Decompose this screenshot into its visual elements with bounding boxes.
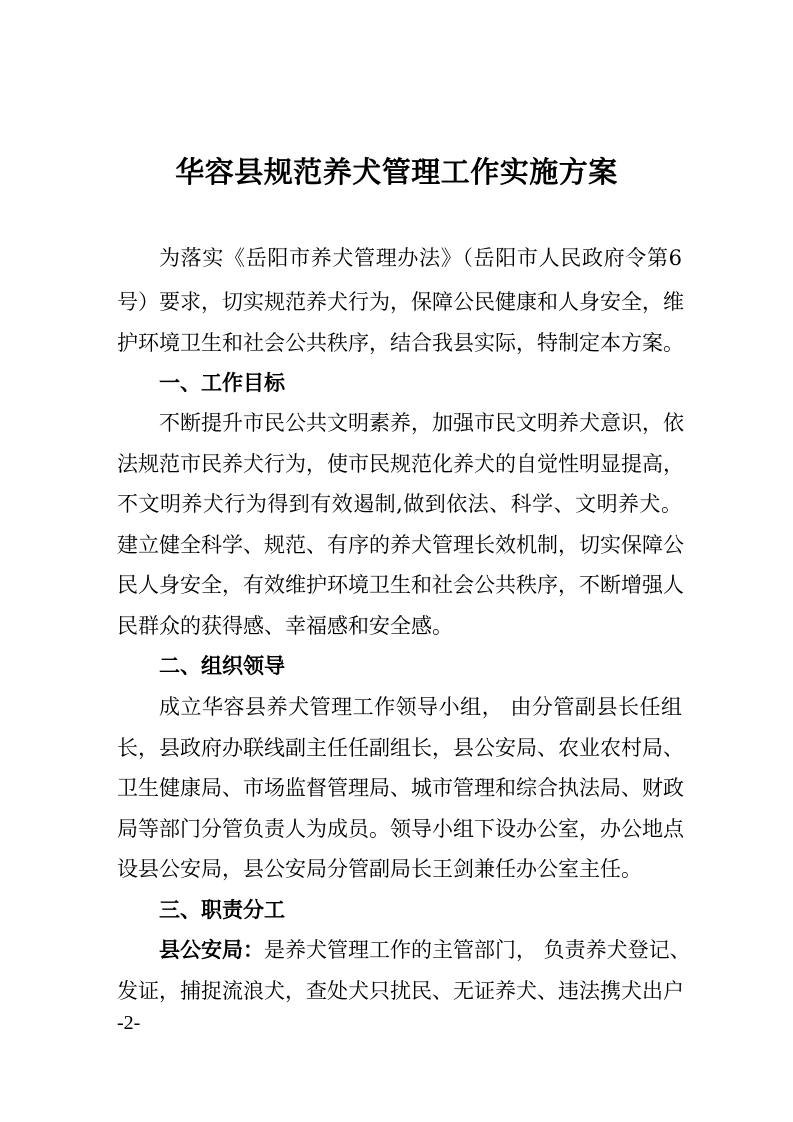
intro-line: 为落实《岳阳市养犬管理办法》（岳阳市人民政府令第6 (159, 246, 682, 270)
section-heading-leadership: 二、组织领导 (159, 654, 285, 678)
section-heading-goals: 一、工作目标 (159, 371, 285, 395)
paragraph-line: 局等部门分管负责人为成员。领导小组下设办公室，办公地点 (117, 817, 684, 841)
paragraph-line: 建立健全科学、规范、有序的养犬管理长效机制，切实保障公 (117, 533, 684, 557)
page-number: -2- (117, 1012, 141, 1034)
paragraph-line: 民人身安全，有效维护环境卫生和社会公共秩序，不断增强人 (117, 573, 684, 597)
intro-line: 号）要求，切实规范养犬行为，保障公民健康和人身安全，维 (117, 290, 684, 314)
paragraph-line: 发证，捕捉流浪犬，查处犬只扰民、无证养犬、违法携犬出户 (117, 979, 684, 1003)
paragraph-line: 卫生健康局、市场监督管理局、城市管理和综合执法局、财政 (117, 776, 684, 800)
paragraph-line: 设县公安局，县公安局分管副局长王剑兼任办公室主任。 (117, 857, 642, 881)
paragraph-line: 民群众的获得感、幸福感和安全感。 (117, 614, 453, 638)
section-heading-duties: 三、职责分工 (159, 898, 285, 922)
paragraph-line (159, 935, 691, 965)
paragraph-line: 成立华容县养犬管理工作领导小组， 由分管副县长任组 (159, 695, 682, 719)
document-title: 华容县规范养犬管理工作实施方案 (175, 155, 618, 189)
department-label: 县公安局： (159, 938, 264, 962)
paragraph-line: 不断提升市民公共文明素养，加强市民文明养犬意识，依 (159, 411, 684, 435)
paragraph-line: 长，县政府办联线副主任任副组长，县公安局、农业农村局、 (117, 736, 684, 760)
paragraph-line: 法规范市民养犬行为，使市民规范化养犬的自觉性明显提高， (117, 452, 684, 476)
paragraph-line: 不文明养犬行为得到有效遏制,做到依法、科学、文明养犬。 (117, 492, 682, 516)
intro-line: 护环境卫生和社会公共秩序，结合我县实际，特制定本方案。 (117, 331, 684, 355)
department-duty-text: 是养犬管理工作的主管部门， 负责养犬登记、 (264, 938, 691, 962)
